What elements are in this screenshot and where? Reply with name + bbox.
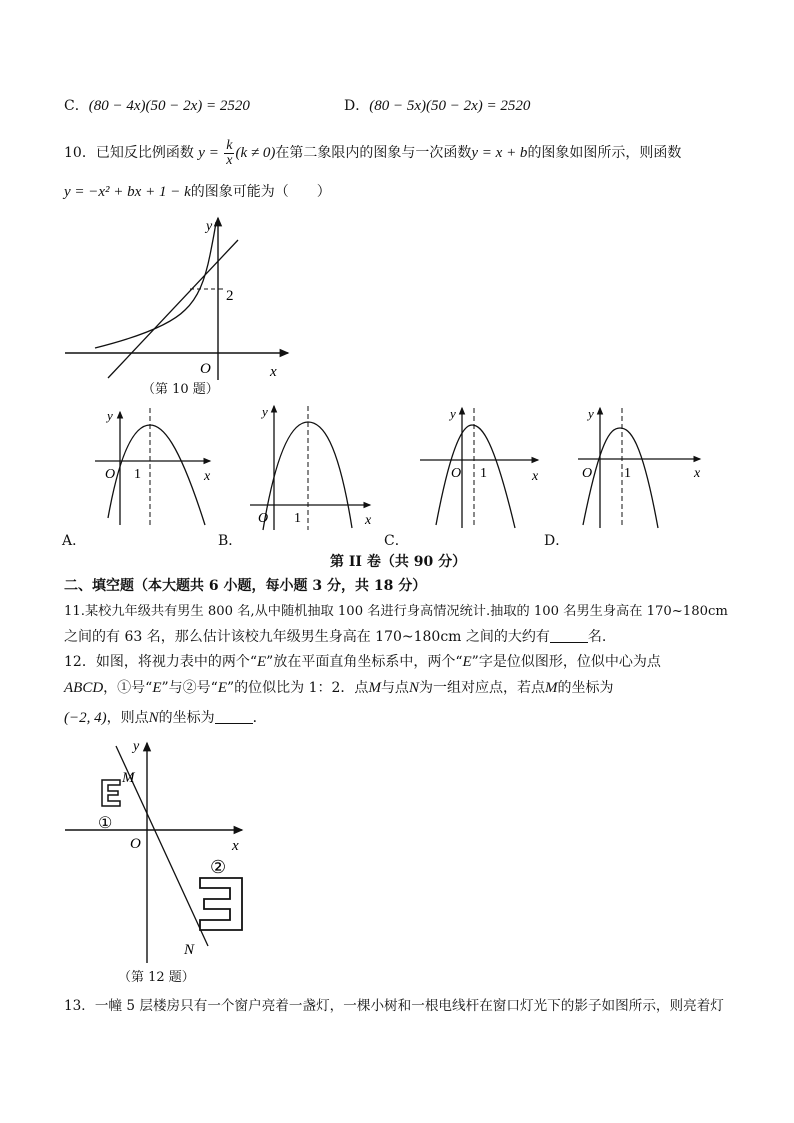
tick-label: 1 bbox=[480, 466, 487, 481]
origin-label: O bbox=[582, 466, 593, 481]
q11-text: 名. bbox=[587, 629, 607, 645]
q11-answer-blank[interactable] bbox=[550, 628, 588, 643]
x-label: x bbox=[204, 469, 211, 484]
q10-text: 已知反比例函数 bbox=[95, 145, 194, 161]
q12-line2 bbox=[64, 678, 613, 698]
x-axis-label: x bbox=[232, 838, 239, 854]
q10-line1 bbox=[64, 138, 681, 168]
func1-fraction bbox=[224, 139, 234, 168]
q13-line1: 13．一幢 5 层楼房只有一个窗户亮着一盏灯，一棵小树和一根电线杆在窗口灯光下的影子如图所示，则亮着灯 bbox=[64, 998, 724, 1014]
point-n: N bbox=[408, 680, 419, 696]
q12-text: ”的位似比为 1：2．点 bbox=[227, 680, 369, 696]
y-axis-label: y bbox=[206, 219, 213, 234]
mark-2: ② bbox=[210, 857, 227, 877]
q12-text: ，①号“ bbox=[103, 680, 153, 696]
option-a-graph bbox=[95, 408, 211, 525]
q12-text: 为一组对应点，若点 bbox=[418, 680, 545, 696]
q9-option-d bbox=[344, 96, 530, 116]
func1-lhs: y = bbox=[198, 145, 219, 161]
q12-figure bbox=[60, 738, 260, 978]
option-expression: (80 − 5x)(50 − 2x) = 2520 bbox=[369, 98, 531, 114]
point-m: M bbox=[368, 680, 381, 696]
origin-label: O bbox=[451, 466, 462, 481]
q11-text: 之间的有 63 名，那么估计该校九年级男生身高在 170~180cm 之间的大约有 bbox=[64, 629, 550, 645]
y-label: y bbox=[262, 404, 268, 419]
y-axis-label: y bbox=[133, 739, 140, 754]
q11-line2 bbox=[64, 627, 606, 647]
func3: y = −x² + bx + 1 − k bbox=[64, 184, 191, 200]
letter-e-2 bbox=[200, 878, 242, 930]
option-label: C． bbox=[64, 98, 89, 114]
letter-e: E bbox=[217, 680, 228, 696]
x-label: x bbox=[532, 469, 539, 484]
option-a-label: A． bbox=[62, 533, 87, 549]
q10-option-graphs bbox=[60, 400, 740, 550]
option-expression: (80 − 4x)(50 − 2x) = 2520 bbox=[88, 98, 250, 114]
option-d-label: D． bbox=[544, 533, 570, 549]
parabola bbox=[583, 428, 658, 528]
func1-condition: (k ≠ 0) bbox=[235, 145, 276, 161]
point-m-label: M bbox=[122, 770, 135, 786]
q12-figure-caption: （第 12 题） bbox=[118, 970, 195, 985]
letter-e: E bbox=[462, 654, 472, 670]
option-c-label: C． bbox=[384, 533, 409, 549]
parabola bbox=[108, 425, 205, 525]
q12-line1 bbox=[64, 652, 661, 672]
func2: y = x + b bbox=[471, 145, 528, 161]
point-abcd: ABCD bbox=[64, 680, 104, 696]
coordinate-m: (−2, 4) bbox=[64, 710, 107, 726]
q12-line3 bbox=[64, 708, 267, 728]
mark-1: ① bbox=[98, 815, 113, 832]
q12-answer-blank[interactable] bbox=[215, 709, 253, 724]
option-b-label: B． bbox=[218, 533, 243, 549]
origin-label: O bbox=[105, 467, 116, 482]
y-label: y bbox=[450, 406, 456, 421]
point-m: M bbox=[544, 680, 558, 696]
x-label: x bbox=[365, 513, 372, 528]
fill-in-section-heading: 二、填空题（本大题共 6 小题，每小题 3 分，共 18 分） bbox=[64, 578, 427, 594]
x-label: x bbox=[694, 466, 701, 481]
option-b-graph bbox=[250, 404, 372, 530]
q12-text: 与点 bbox=[380, 680, 409, 696]
option-d-graph bbox=[578, 406, 701, 528]
tick-label: 1 bbox=[624, 466, 631, 481]
tick-label-2: 2 bbox=[226, 288, 234, 304]
q10-line2 bbox=[64, 182, 331, 202]
q10-text: 的图象如图所示，则函数 bbox=[527, 145, 682, 161]
func1-numerator: k bbox=[226, 137, 233, 153]
q12-text: 12．如图，将视力表中的两个“ bbox=[64, 654, 257, 670]
hyperbola-curve bbox=[95, 222, 216, 348]
section-title: 第 II 卷（共 90 分） bbox=[330, 554, 467, 570]
q9-option-c bbox=[64, 96, 250, 116]
letter-e-1 bbox=[102, 780, 120, 806]
q12-text: ，则点 bbox=[106, 710, 149, 726]
q10-text: 在第二象限内的图象与一次函数 bbox=[275, 145, 472, 161]
option-c-graph bbox=[420, 406, 539, 528]
q12-text: ”放在平面直角坐标系中，两个“ bbox=[266, 654, 463, 670]
question-number: 10． bbox=[64, 145, 96, 161]
q10-text: 的图象可能为（ ） bbox=[190, 184, 331, 200]
q12-text: ． bbox=[252, 710, 267, 726]
q12-text: 的坐标为 bbox=[557, 680, 614, 696]
q10-figure-caption: （第 10 题） bbox=[142, 382, 219, 397]
origin-label: O bbox=[130, 836, 141, 852]
option-label: D． bbox=[344, 98, 370, 114]
q12-text: 的坐标为 bbox=[158, 710, 215, 726]
origin-label: O bbox=[200, 361, 211, 377]
func1-denominator: x bbox=[226, 152, 233, 168]
q12-text: ”字是位似图形，位似中心为点 bbox=[471, 654, 661, 670]
parabola bbox=[436, 425, 515, 528]
point-n: N bbox=[148, 710, 159, 726]
q11-line1: 11.某校九年级共有男生 800 名,从中随机抽取 100 名进行身高情况统计.抽取的 100 名男生身高在 170~180cm bbox=[64, 604, 728, 619]
y-label: y bbox=[107, 408, 113, 423]
point-n-label: N bbox=[184, 942, 195, 958]
y-label: y bbox=[588, 406, 594, 421]
letter-e: E bbox=[152, 680, 162, 696]
q12-text: ”与②号“ bbox=[161, 680, 218, 696]
origin-label: O bbox=[258, 511, 269, 526]
letter-e: E bbox=[256, 654, 267, 670]
tick-label: 1 bbox=[134, 467, 141, 482]
x-axis-label: x bbox=[270, 364, 277, 380]
tick-label: 1 bbox=[294, 511, 301, 526]
